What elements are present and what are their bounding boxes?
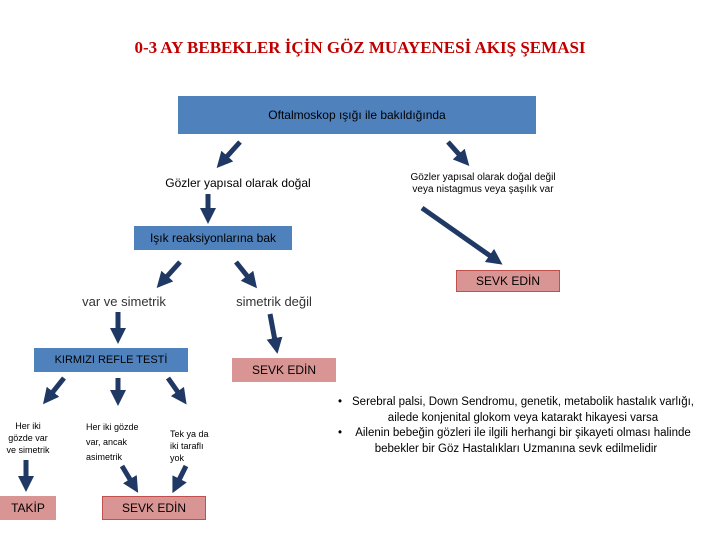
note-conclusion: bebekler bir Göz Hastalıkları Uzmanına sevk edilmelidir <box>374 442 658 455</box>
symmetric-text: var ve simetrik <box>82 294 166 309</box>
arrow-light-to-asymmetric <box>236 262 252 282</box>
arrow-top-to-abnormal <box>448 142 464 160</box>
arrow-top-to-normal <box>222 142 240 162</box>
note-bullet-1-text: Serebral palsi, Down Sendromu, genetik, metabolik hastalık varlığı, ailede konjenital glokom veya katarakt hikayesi varsa <box>352 396 694 424</box>
arrow-abnormal-to-refer <box>422 208 496 260</box>
abnormal-eyes-line2: veya nistagmus veya şaşılık var <box>412 184 554 195</box>
note-bullet-2-text: Ailenin bebeğin gözleri ile ilgili herhangi bir şikayeti olması halinde <box>355 427 691 439</box>
absent-text: Tek ya da iki taraflı yok <box>170 429 209 463</box>
follow-up-label: TAKİP <box>11 501 45 515</box>
arrow-absent-to-refer <box>176 466 186 486</box>
arrow-redreflex-to-absent <box>168 378 182 398</box>
top-box-label: Oftalmoskop ışığı ile bakıldığında <box>268 108 446 122</box>
light-reaction-label: Işık reaksiyonlarına bak <box>149 231 277 245</box>
both-symmetric-text: Her iki gözde var ve simetrik <box>6 421 50 455</box>
normal-eyes-text: Gözler yapısal olarak doğal <box>165 176 311 190</box>
red-reflex-label: KIRMIZI REFLE TESTİ <box>54 354 168 366</box>
both-asymmetric-text: Her iki gözde var, ancak asimetrik <box>86 422 139 462</box>
abnormal-eyes-line1: Gözler yapısal olarak doğal değil <box>410 172 556 183</box>
arrow-both-asym-to-refer <box>122 466 134 486</box>
refer-box-1-label: SEVK EDİN <box>475 274 541 288</box>
refer-box-3-label: SEVK EDİN <box>121 501 187 515</box>
asymmetric-text: simetrik değil <box>236 294 312 309</box>
arrow-light-to-symmetric <box>162 262 180 282</box>
page-title: 0-3 AY BEBEKLER İÇİN GÖZ MUAYENESİ AKIŞ ŞEMASI <box>134 38 586 57</box>
refer-box-2-label: SEVK EDİN <box>251 363 317 377</box>
arrow-asymmetric-to-refer <box>270 314 276 346</box>
arrow-redreflex-to-both-sym <box>48 378 64 398</box>
